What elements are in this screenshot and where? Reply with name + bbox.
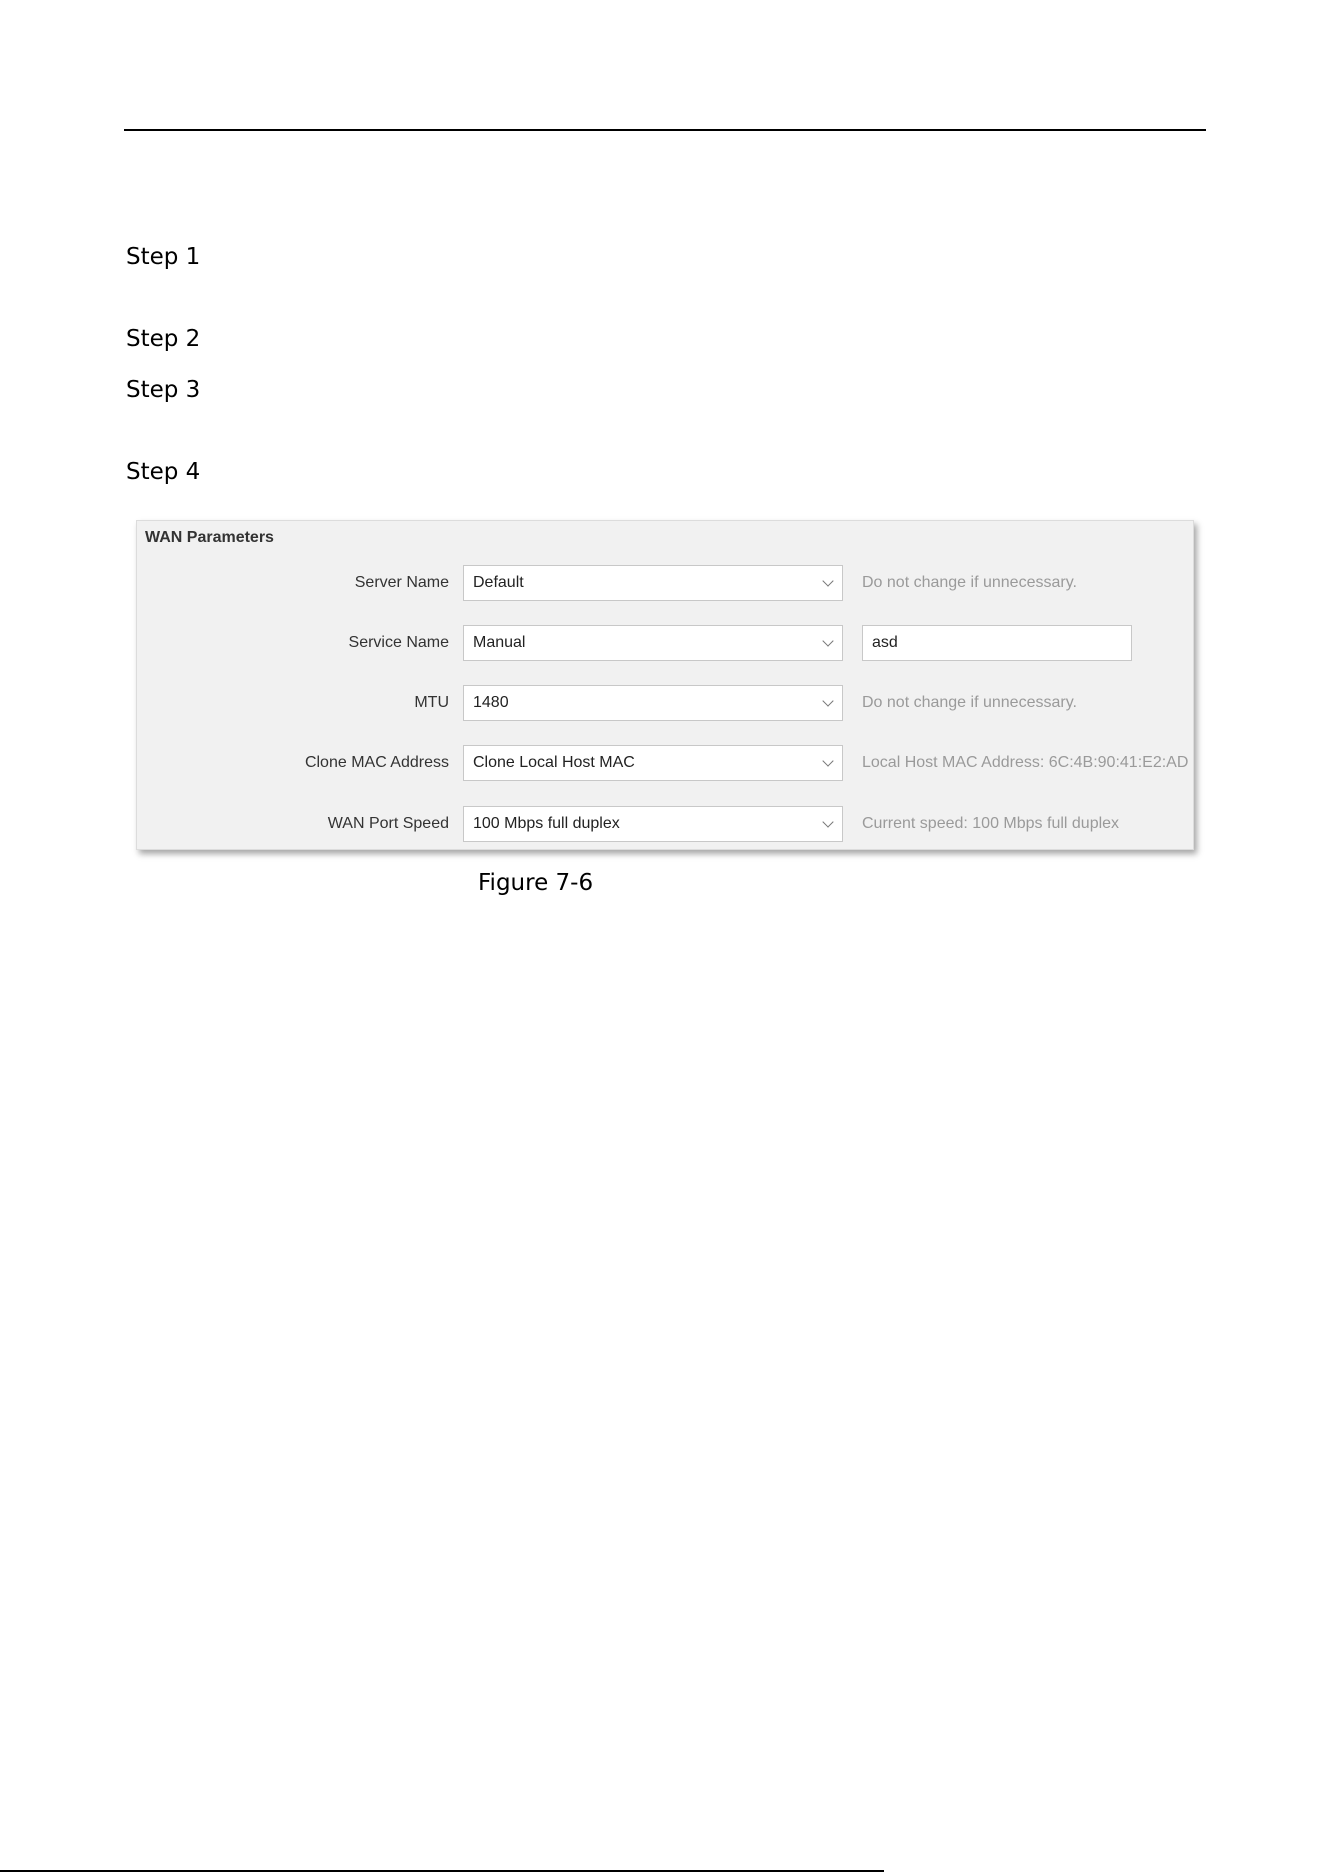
- panel-title: WAN Parameters: [145, 529, 274, 546]
- chevron-down-icon: [822, 695, 833, 706]
- mtu-value: 1480: [473, 694, 509, 711]
- server-name-value: Default: [473, 574, 524, 591]
- chevron-down-icon: [822, 635, 833, 646]
- wan-port-speed-row: [137, 806, 1193, 842]
- step-4-label: Step 4: [126, 459, 201, 485]
- clone-mac-value: Clone Local Host MAC: [473, 754, 635, 771]
- wan-port-speed-select[interactable]: [463, 806, 843, 842]
- step-3-label: Step 3: [126, 377, 201, 403]
- chevron-down-icon: [822, 575, 833, 586]
- figure-caption: Figure 7-6: [478, 870, 594, 896]
- wan-parameters-panel: [136, 520, 1194, 850]
- step-1-label: Step 1: [126, 244, 201, 270]
- wan-port-speed-value: 100 Mbps full duplex: [473, 815, 620, 832]
- wan-port-speed-label: WAN Port Speed: [327, 815, 449, 832]
- clone-mac-select[interactable]: [463, 745, 843, 781]
- server-name-row: [137, 565, 1193, 601]
- clone-mac-hint: Local Host MAC Address: 6C:4B:90:41:E2:AD: [862, 754, 1189, 771]
- service-name-select[interactable]: [463, 625, 843, 661]
- step-2-label: Step 2: [126, 326, 201, 352]
- clone-mac-row: [137, 745, 1193, 781]
- mtu-row: [137, 685, 1193, 721]
- mtu-hint: Do not change if unnecessary.: [862, 694, 1077, 711]
- service-name-input[interactable]: asd: [862, 625, 1132, 661]
- chevron-down-icon: [822, 816, 833, 827]
- wan-port-speed-hint: Current speed: 100 Mbps full duplex: [862, 815, 1120, 832]
- server-name-label: Server Name: [354, 574, 449, 591]
- service-name-row: [137, 625, 1193, 661]
- service-name-label: Service Name: [348, 634, 449, 651]
- header-rule: [124, 129, 1206, 131]
- service-name-value: Manual: [473, 634, 526, 651]
- mtu-select[interactable]: [463, 685, 843, 721]
- clone-mac-label: Clone MAC Address: [304, 754, 449, 771]
- server-name-select[interactable]: [463, 565, 843, 601]
- server-name-hint: Do not change if unnecessary.: [862, 574, 1077, 591]
- mtu-label: MTU: [414, 694, 449, 711]
- chevron-down-icon: [822, 755, 833, 766]
